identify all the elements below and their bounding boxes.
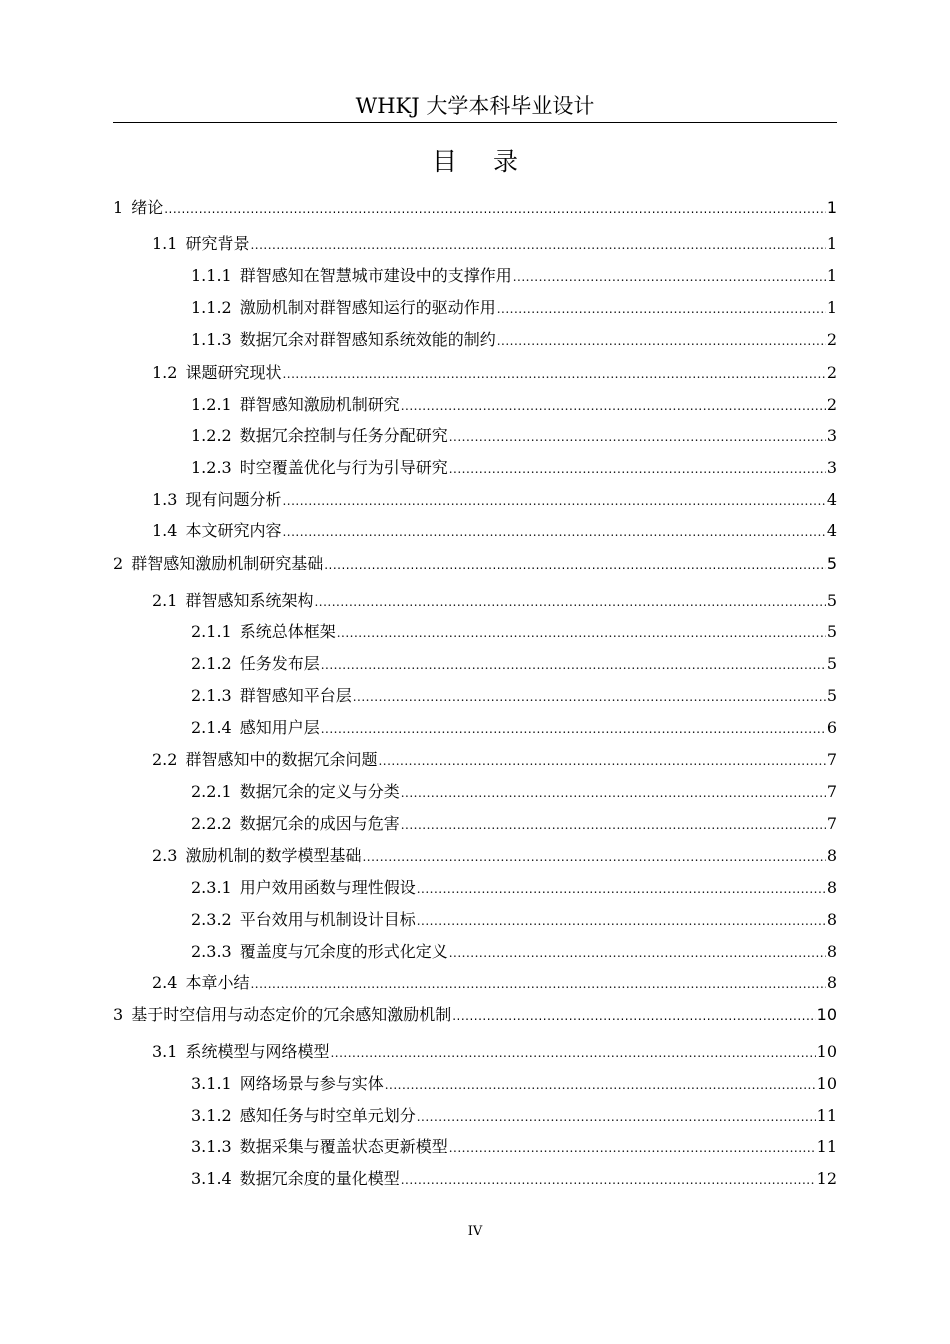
toc-entry	[113, 684, 837, 708]
toc-entry-number: 1.2.2	[191, 426, 232, 445]
dot-leader	[449, 941, 826, 965]
toc-entry	[113, 393, 837, 417]
toc-entry-page: 10	[816, 1074, 837, 1093]
toc-entry-label: 感知任务与时空单元划分	[239, 1106, 416, 1125]
toc-entry-page: 5	[826, 686, 837, 705]
dot-leader	[378, 749, 825, 773]
toc-entry-number: 1.1	[152, 234, 178, 253]
toc-entry-number: 1.3	[152, 490, 178, 509]
dot-leader	[282, 489, 825, 513]
toc-entry-number: 3	[113, 1005, 124, 1024]
toc-entry-page: 8	[826, 878, 837, 897]
toc-entry-number: 2.2	[152, 750, 178, 769]
toc-entry-label: 激励机制的数学模型基础	[185, 846, 362, 865]
toc-entry	[113, 196, 837, 220]
toc-entry-number: 1	[113, 198, 124, 217]
toc-entry-number: 1.4	[152, 521, 178, 540]
toc-entry-label: 群智感知平台层	[239, 686, 352, 705]
toc-entry-number: 3.1.2	[191, 1106, 232, 1125]
toc-entry-number: 2	[113, 554, 124, 573]
toc-entry-number: 1.1.1	[191, 266, 232, 285]
toc-entry-number: 2.3.2	[191, 910, 232, 929]
toc-entry-label: 现有问题分析	[185, 490, 282, 509]
dot-leader	[330, 1041, 815, 1065]
toc-entry	[113, 940, 837, 964]
dot-leader	[449, 425, 826, 449]
toc-entry-label: 课题研究现状	[185, 363, 282, 382]
toc-entry-page: 11	[816, 1137, 837, 1156]
toc-entry-page: 1	[826, 234, 837, 253]
toc-entry	[113, 1003, 837, 1027]
toc-entry-label: 本章小结	[185, 973, 250, 992]
toc-entry-label: 群智感知激励机制研究	[239, 395, 400, 414]
toc-entry-label: 数据冗余度的量化模型	[239, 1169, 400, 1188]
toc-entry-number: 2.4	[152, 973, 178, 992]
toc-entry-page: 8	[826, 846, 837, 865]
toc-entry-page: 2	[826, 363, 837, 382]
toc-entry	[113, 264, 837, 288]
toc-entry-page: 1	[826, 298, 837, 317]
toc-entry-label: 绪论	[131, 198, 164, 217]
toc-entry-number: 2.1.1	[191, 622, 232, 641]
dot-leader	[417, 1105, 816, 1129]
dot-leader	[321, 717, 826, 741]
toc-entry-number: 2.3.1	[191, 878, 232, 897]
toc-entry-number: 2.2.1	[191, 782, 232, 801]
toc-entry-page: 5	[826, 622, 837, 641]
dot-leader	[337, 621, 826, 645]
toc-entry	[113, 1072, 837, 1096]
toc-entry-label: 数据冗余控制与任务分配研究	[239, 426, 448, 445]
toc-entry	[113, 232, 837, 256]
dot-leader	[401, 394, 826, 418]
toc-entry-label: 平台效用与机制设计目标	[239, 910, 416, 929]
toc-entry-label: 激励机制对群智感知运行的驱动作用	[239, 298, 496, 317]
toc-entry-label: 覆盖度与冗余度的形式化定义	[239, 942, 448, 961]
toc-title: 目 录	[432, 147, 532, 176]
toc-entry-page: 2	[826, 395, 837, 414]
toc-entry-page: 7	[826, 782, 837, 801]
toc-entry	[113, 876, 837, 900]
toc-entry-number: 2.1	[152, 591, 178, 610]
toc-entry-number: 3.1	[152, 1042, 178, 1061]
dot-leader	[362, 845, 825, 869]
toc-entry-page: 5	[826, 554, 837, 573]
toc-entry-number: 2.3.3	[191, 942, 232, 961]
toc-entry-page: 1	[826, 266, 837, 285]
dot-leader	[452, 1004, 815, 1028]
toc-entry	[113, 519, 837, 543]
toc-entry-label: 数据冗余的成因与危害	[239, 814, 400, 833]
dot-leader	[282, 362, 825, 386]
header-divider	[113, 122, 837, 123]
toc-entry-label: 用户效用函数与理性假设	[239, 878, 416, 897]
toc-entry-page: 7	[826, 814, 837, 833]
toc-entry	[113, 971, 837, 995]
toc-entry-page: 6	[826, 718, 837, 737]
toc-entry-label: 系统模型与网络模型	[185, 1042, 330, 1061]
toc-entry	[113, 748, 837, 772]
toc-entry	[113, 1167, 837, 1191]
toc-entry-label: 任务发布层	[239, 654, 320, 673]
toc-entry-page: 8	[826, 910, 837, 929]
toc-entry-number: 2.1.2	[191, 654, 232, 673]
toc-entry	[113, 716, 837, 740]
toc-entry-number: 3.1.3	[191, 1137, 232, 1156]
toc-entry	[113, 812, 837, 836]
dot-leader	[497, 297, 826, 321]
toc-entry	[113, 844, 837, 868]
toc-entry-page: 10	[816, 1042, 837, 1061]
toc-entry-number: 1.2.3	[191, 458, 232, 477]
toc-entry-page: 5	[826, 654, 837, 673]
toc-entry	[113, 456, 837, 480]
dot-leader	[401, 1168, 816, 1192]
dot-leader	[513, 265, 826, 289]
toc-entry-label: 数据采集与覆盖状态更新模型	[239, 1137, 448, 1156]
dot-leader	[353, 685, 826, 709]
dot-leader	[401, 813, 826, 837]
toc-entry	[113, 552, 837, 576]
toc-entry-label: 群智感知系统架构	[185, 591, 314, 610]
dot-leader	[449, 457, 826, 481]
dot-leader	[417, 877, 826, 901]
toc-entry-label: 群智感知激励机制研究基础	[131, 554, 324, 573]
toc-entry-label: 数据冗余的定义与分类	[239, 782, 400, 801]
toc-entry	[113, 1135, 837, 1159]
toc-entry-number: 2.1.4	[191, 718, 232, 737]
toc-entry	[113, 488, 837, 512]
toc-entry	[113, 652, 837, 676]
dot-leader	[250, 972, 825, 996]
toc-entry-page: 8	[826, 973, 837, 992]
toc-entry-page: 3	[826, 458, 837, 477]
dot-leader	[497, 329, 826, 353]
toc-entry-label: 群智感知在智慧城市建设中的支撑作用	[239, 266, 512, 285]
toc-entry	[113, 620, 837, 644]
toc-entry	[113, 780, 837, 804]
page-header-title: WHKJ 大学本科毕业设计	[355, 94, 595, 118]
toc-entry-label: 数据冗余对群智感知系统效能的制约	[239, 330, 496, 349]
toc-entry-number: 2.2.2	[191, 814, 232, 833]
dot-leader	[164, 197, 826, 221]
toc-entry-label: 本文研究内容	[185, 521, 282, 540]
toc-entry	[113, 328, 837, 352]
toc-entry-number: 1.2	[152, 363, 178, 382]
toc-entry-number: 1.1.3	[191, 330, 232, 349]
toc-entry	[113, 589, 837, 613]
toc-entry-page: 12	[816, 1169, 837, 1188]
dot-leader	[321, 653, 826, 677]
toc-entry	[113, 908, 837, 932]
toc-entry-page: 1	[826, 198, 837, 217]
toc-entry	[113, 424, 837, 448]
toc-entry-number: 2.3	[152, 846, 178, 865]
toc-entry-label: 系统总体框架	[239, 622, 336, 641]
toc-entry-label: 时空覆盖优化与行为引导研究	[239, 458, 448, 477]
toc-entry-page: 3	[826, 426, 837, 445]
toc-entry	[113, 1040, 837, 1064]
toc-entry-page: 4	[826, 521, 837, 540]
toc-entry-number: 3.1.1	[191, 1074, 232, 1093]
dot-leader	[385, 1073, 816, 1097]
toc-entry-page: 4	[826, 490, 837, 509]
dot-leader	[401, 781, 826, 805]
toc-entry-label: 基于时空信用与动态定价的冗余感知激励机制	[131, 1005, 452, 1024]
dot-leader	[417, 909, 826, 933]
toc-entry-label: 网络场景与参与实体	[239, 1074, 384, 1093]
toc-entry-number: 2.1.3	[191, 686, 232, 705]
toc-entry	[113, 296, 837, 320]
toc-entry-page: 7	[826, 750, 837, 769]
toc-entry-label: 群智感知中的数据冗余问题	[185, 750, 378, 769]
toc-entry-page: 10	[816, 1005, 837, 1024]
page-number: IV	[467, 1224, 483, 1239]
toc-entry	[113, 1104, 837, 1128]
toc-entry-label: 研究背景	[185, 234, 250, 253]
toc-entry	[113, 361, 837, 385]
dot-leader	[282, 520, 825, 544]
toc-entry-number: 1.2.1	[191, 395, 232, 414]
dot-leader	[449, 1136, 816, 1160]
dot-leader	[250, 233, 825, 257]
dot-leader	[324, 553, 826, 577]
toc-entry-number: 1.1.2	[191, 298, 232, 317]
toc-entry-page: 11	[816, 1106, 837, 1125]
toc-entry-page: 2	[826, 330, 837, 349]
toc-entry-page: 5	[826, 591, 837, 610]
toc-entry-label: 感知用户层	[239, 718, 320, 737]
toc-entry-page: 8	[826, 942, 837, 961]
dot-leader	[314, 590, 825, 614]
toc-entry-number: 3.1.4	[191, 1169, 232, 1188]
